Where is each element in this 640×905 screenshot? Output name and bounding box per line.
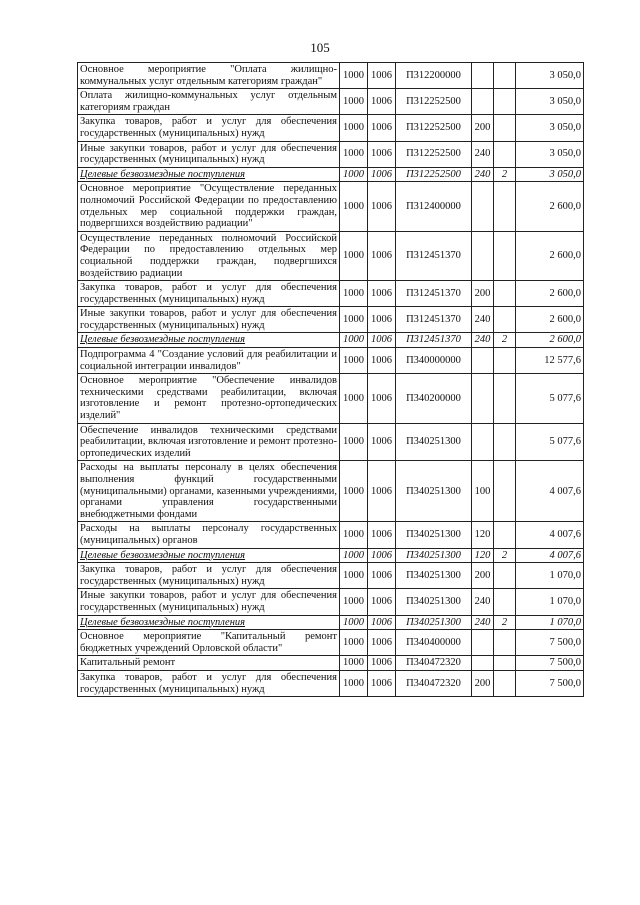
table-row [78,630,584,656]
expense-type-code: 120 [472,522,494,548]
kosgu-code [494,115,516,141]
subsection-code: 1006 [368,522,396,548]
row-name: Осуществление переданных полномочий Российской Федерации по предоставлению отдельных мер социальной поддержки граждан, подвергшихся воздействию радиации [78,231,340,280]
subsection-code: 1006 [368,348,396,374]
table-row [78,589,584,615]
section-code: 1000 [340,548,368,563]
amount: 2 600,0 [516,231,584,280]
subsection-code: 1006 [368,656,396,671]
expense-type-code: 100 [472,461,494,522]
table-row [78,615,584,630]
expense-type-code: 200 [472,281,494,307]
subsection-code: 1006 [368,167,396,182]
target-article-code: П340251300 [396,548,472,563]
amount: 3 050,0 [516,115,584,141]
expense-type-code [472,423,494,461]
target-article-code: П340251300 [396,461,472,522]
subsection-code: 1006 [368,231,396,280]
table-row [78,522,584,548]
budget-table-body [78,63,584,697]
table-row [78,307,584,333]
amount: 2 600,0 [516,333,584,348]
target-article-code: П312252500 [396,115,472,141]
subsection-code: 1006 [368,307,396,333]
expense-type-code: 200 [472,563,494,589]
row-name: Целевые безвозмездные поступления [78,548,340,563]
section-code: 1000 [340,374,368,423]
kosgu-code [494,563,516,589]
kosgu-code [494,461,516,522]
subsection-code: 1006 [368,461,396,522]
target-article-code: П312451370 [396,281,472,307]
section-code: 1000 [340,670,368,696]
amount: 1 070,0 [516,615,584,630]
row-name: Оплата жилищно-коммунальных услуг отдельным категориям граждан [78,89,340,115]
expense-type-code: 240 [472,167,494,182]
subsection-code: 1006 [368,423,396,461]
row-name: Основное мероприятие "Обеспечение инвалидов техническими средствами реабилитации, включая изготовление и ремонт протезно-ортопедических изделий" [78,374,340,423]
subsection-code: 1006 [368,563,396,589]
subsection-code: 1006 [368,630,396,656]
row-name: Расходы на выплаты персоналу государственных (муниципальных) органов [78,522,340,548]
target-article-code: П312451370 [396,333,472,348]
expense-type-code [472,374,494,423]
subsection-code: 1006 [368,615,396,630]
row-name: Основное мероприятие "Осуществление переданных полномочий Российской Федерации по предоставлению отдельных мер социальной поддержки граждан, подвергшихся воздействию радиации" [78,182,340,231]
expense-type-code [472,89,494,115]
expense-type-code: 240 [472,333,494,348]
table-row [78,141,584,167]
target-article-code: П312451370 [396,231,472,280]
subsection-code: 1006 [368,374,396,423]
target-article-code: П312252500 [396,141,472,167]
table-row [78,333,584,348]
target-article-code: П340251300 [396,522,472,548]
kosgu-code: 2 [494,615,516,630]
expense-type-code: 200 [472,115,494,141]
subsection-code: 1006 [368,281,396,307]
expense-type-code: 120 [472,548,494,563]
amount: 3 050,0 [516,167,584,182]
kosgu-code [494,348,516,374]
kosgu-code [494,670,516,696]
target-article-code: П340251300 [396,563,472,589]
table-row [78,374,584,423]
expense-type-code [472,231,494,280]
table-row [78,167,584,182]
section-code: 1000 [340,423,368,461]
row-name: Иные закупки товаров, работ и услуг для обеспечения государственных (муниципальных) нужд [78,307,340,333]
section-code: 1000 [340,63,368,89]
table-row [78,281,584,307]
table-row [78,670,584,696]
table-row [78,348,584,374]
kosgu-code [494,630,516,656]
amount: 7 500,0 [516,656,584,671]
table-row [78,63,584,89]
table-row [78,423,584,461]
kosgu-code: 2 [494,548,516,563]
row-name: Иные закупки товаров, работ и услуг для обеспечения государственных (муниципальных) нужд [78,589,340,615]
kosgu-code: 2 [494,333,516,348]
table-row [78,563,584,589]
section-code: 1000 [340,630,368,656]
amount: 2 600,0 [516,307,584,333]
row-name: Закупка товаров, работ и услуг для обеспечения государственных (муниципальных) нужд [78,115,340,141]
subsection-code: 1006 [368,589,396,615]
row-name: Целевые безвозмездные поступления [78,167,340,182]
expense-type-code: 200 [472,670,494,696]
amount: 12 577,6 [516,348,584,374]
subsection-code: 1006 [368,182,396,231]
target-article-code: П312252500 [396,167,472,182]
section-code: 1000 [340,307,368,333]
amount: 3 050,0 [516,63,584,89]
expense-type-code: 240 [472,615,494,630]
kosgu-code: 2 [494,167,516,182]
table-row [78,656,584,671]
page-number: 105 [310,40,330,55]
section-code: 1000 [340,615,368,630]
kosgu-code [494,141,516,167]
amount: 5 077,6 [516,374,584,423]
row-name: Расходы на выплаты персоналу в целях обеспечения выполнения функций государственными (муниципальными) органами, казенными учреждениями, органами управления государственными внебюджетными фондами [78,461,340,522]
kosgu-code [494,374,516,423]
kosgu-code [494,589,516,615]
amount: 1 070,0 [516,589,584,615]
section-code: 1000 [340,167,368,182]
section-code: 1000 [340,115,368,141]
table-row [78,231,584,280]
kosgu-code [494,89,516,115]
section-code: 1000 [340,231,368,280]
table-row [78,182,584,231]
row-name: Иные закупки товаров, работ и услуг для обеспечения государственных (муниципальных) нужд [78,141,340,167]
expense-type-code [472,348,494,374]
section-code: 1000 [340,461,368,522]
target-article-code: П340472320 [396,670,472,696]
target-article-code: П340400000 [396,630,472,656]
target-article-code: П312252500 [396,89,472,115]
expense-type-code [472,630,494,656]
kosgu-code [494,63,516,89]
section-code: 1000 [340,348,368,374]
target-article-code: П340251300 [396,615,472,630]
row-name: Целевые безвозмездные поступления [78,333,340,348]
expense-type-code [472,182,494,231]
table-row [78,89,584,115]
row-name: Обеспечение инвалидов техническими средствами реабилитации, включая изготовление и ремонт протезно-ортопедических изделий [78,423,340,461]
target-article-code: П340472320 [396,656,472,671]
expense-type-code [472,656,494,671]
amount: 4 007,6 [516,461,584,522]
expense-type-code: 240 [472,589,494,615]
subsection-code: 1006 [368,89,396,115]
amount: 5 077,6 [516,423,584,461]
section-code: 1000 [340,333,368,348]
amount: 7 500,0 [516,670,584,696]
table-row [78,548,584,563]
table-row [78,461,584,522]
section-code: 1000 [340,281,368,307]
section-code: 1000 [340,563,368,589]
target-article-code: П340200000 [396,374,472,423]
budget-table [77,62,584,697]
table-row [78,115,584,141]
kosgu-code [494,231,516,280]
section-code: 1000 [340,182,368,231]
target-article-code: П340000000 [396,348,472,374]
section-code: 1000 [340,589,368,615]
amount: 3 050,0 [516,89,584,115]
section-code: 1000 [340,656,368,671]
row-name: Капитальный ремонт [78,656,340,671]
amount: 4 007,6 [516,548,584,563]
section-code: 1000 [340,141,368,167]
target-article-code: П312200000 [396,63,472,89]
kosgu-code [494,522,516,548]
kosgu-code [494,182,516,231]
subsection-code: 1006 [368,333,396,348]
kosgu-code [494,423,516,461]
row-name: Закупка товаров, работ и услуг для обеспечения государственных (муниципальных) нужд [78,281,340,307]
kosgu-code [494,307,516,333]
subsection-code: 1006 [368,115,396,141]
subsection-code: 1006 [368,141,396,167]
amount: 1 070,0 [516,563,584,589]
expense-type-code: 240 [472,141,494,167]
row-name: Основное мероприятие "Капитальный ремонт бюджетных учреждений Орловской области" [78,630,340,656]
expense-type-code: 240 [472,307,494,333]
subsection-code: 1006 [368,63,396,89]
kosgu-code [494,281,516,307]
target-article-code: П312451370 [396,307,472,333]
amount: 7 500,0 [516,630,584,656]
section-code: 1000 [340,522,368,548]
amount: 2 600,0 [516,281,584,307]
row-name: Целевые безвозмездные поступления [78,615,340,630]
target-article-code: П340251300 [396,589,472,615]
subsection-code: 1006 [368,548,396,563]
kosgu-code [494,656,516,671]
section-code: 1000 [340,89,368,115]
row-name: Закупка товаров, работ и услуг для обеспечения государственных (муниципальных) нужд [78,670,340,696]
row-name: Закупка товаров, работ и услуг для обеспечения государственных (муниципальных) нужд [78,563,340,589]
target-article-code: П340251300 [396,423,472,461]
amount: 3 050,0 [516,141,584,167]
row-name: Подпрограмма 4 "Создание условий для реабилитации и социальной интеграции инвалидов" [78,348,340,374]
amount: 4 007,6 [516,522,584,548]
row-name: Основное мероприятие "Оплата жилищно-коммунальных услуг отдельным категориям граждан" [78,63,340,89]
subsection-code: 1006 [368,670,396,696]
expense-type-code [472,63,494,89]
target-article-code: П312400000 [396,182,472,231]
amount: 2 600,0 [516,182,584,231]
